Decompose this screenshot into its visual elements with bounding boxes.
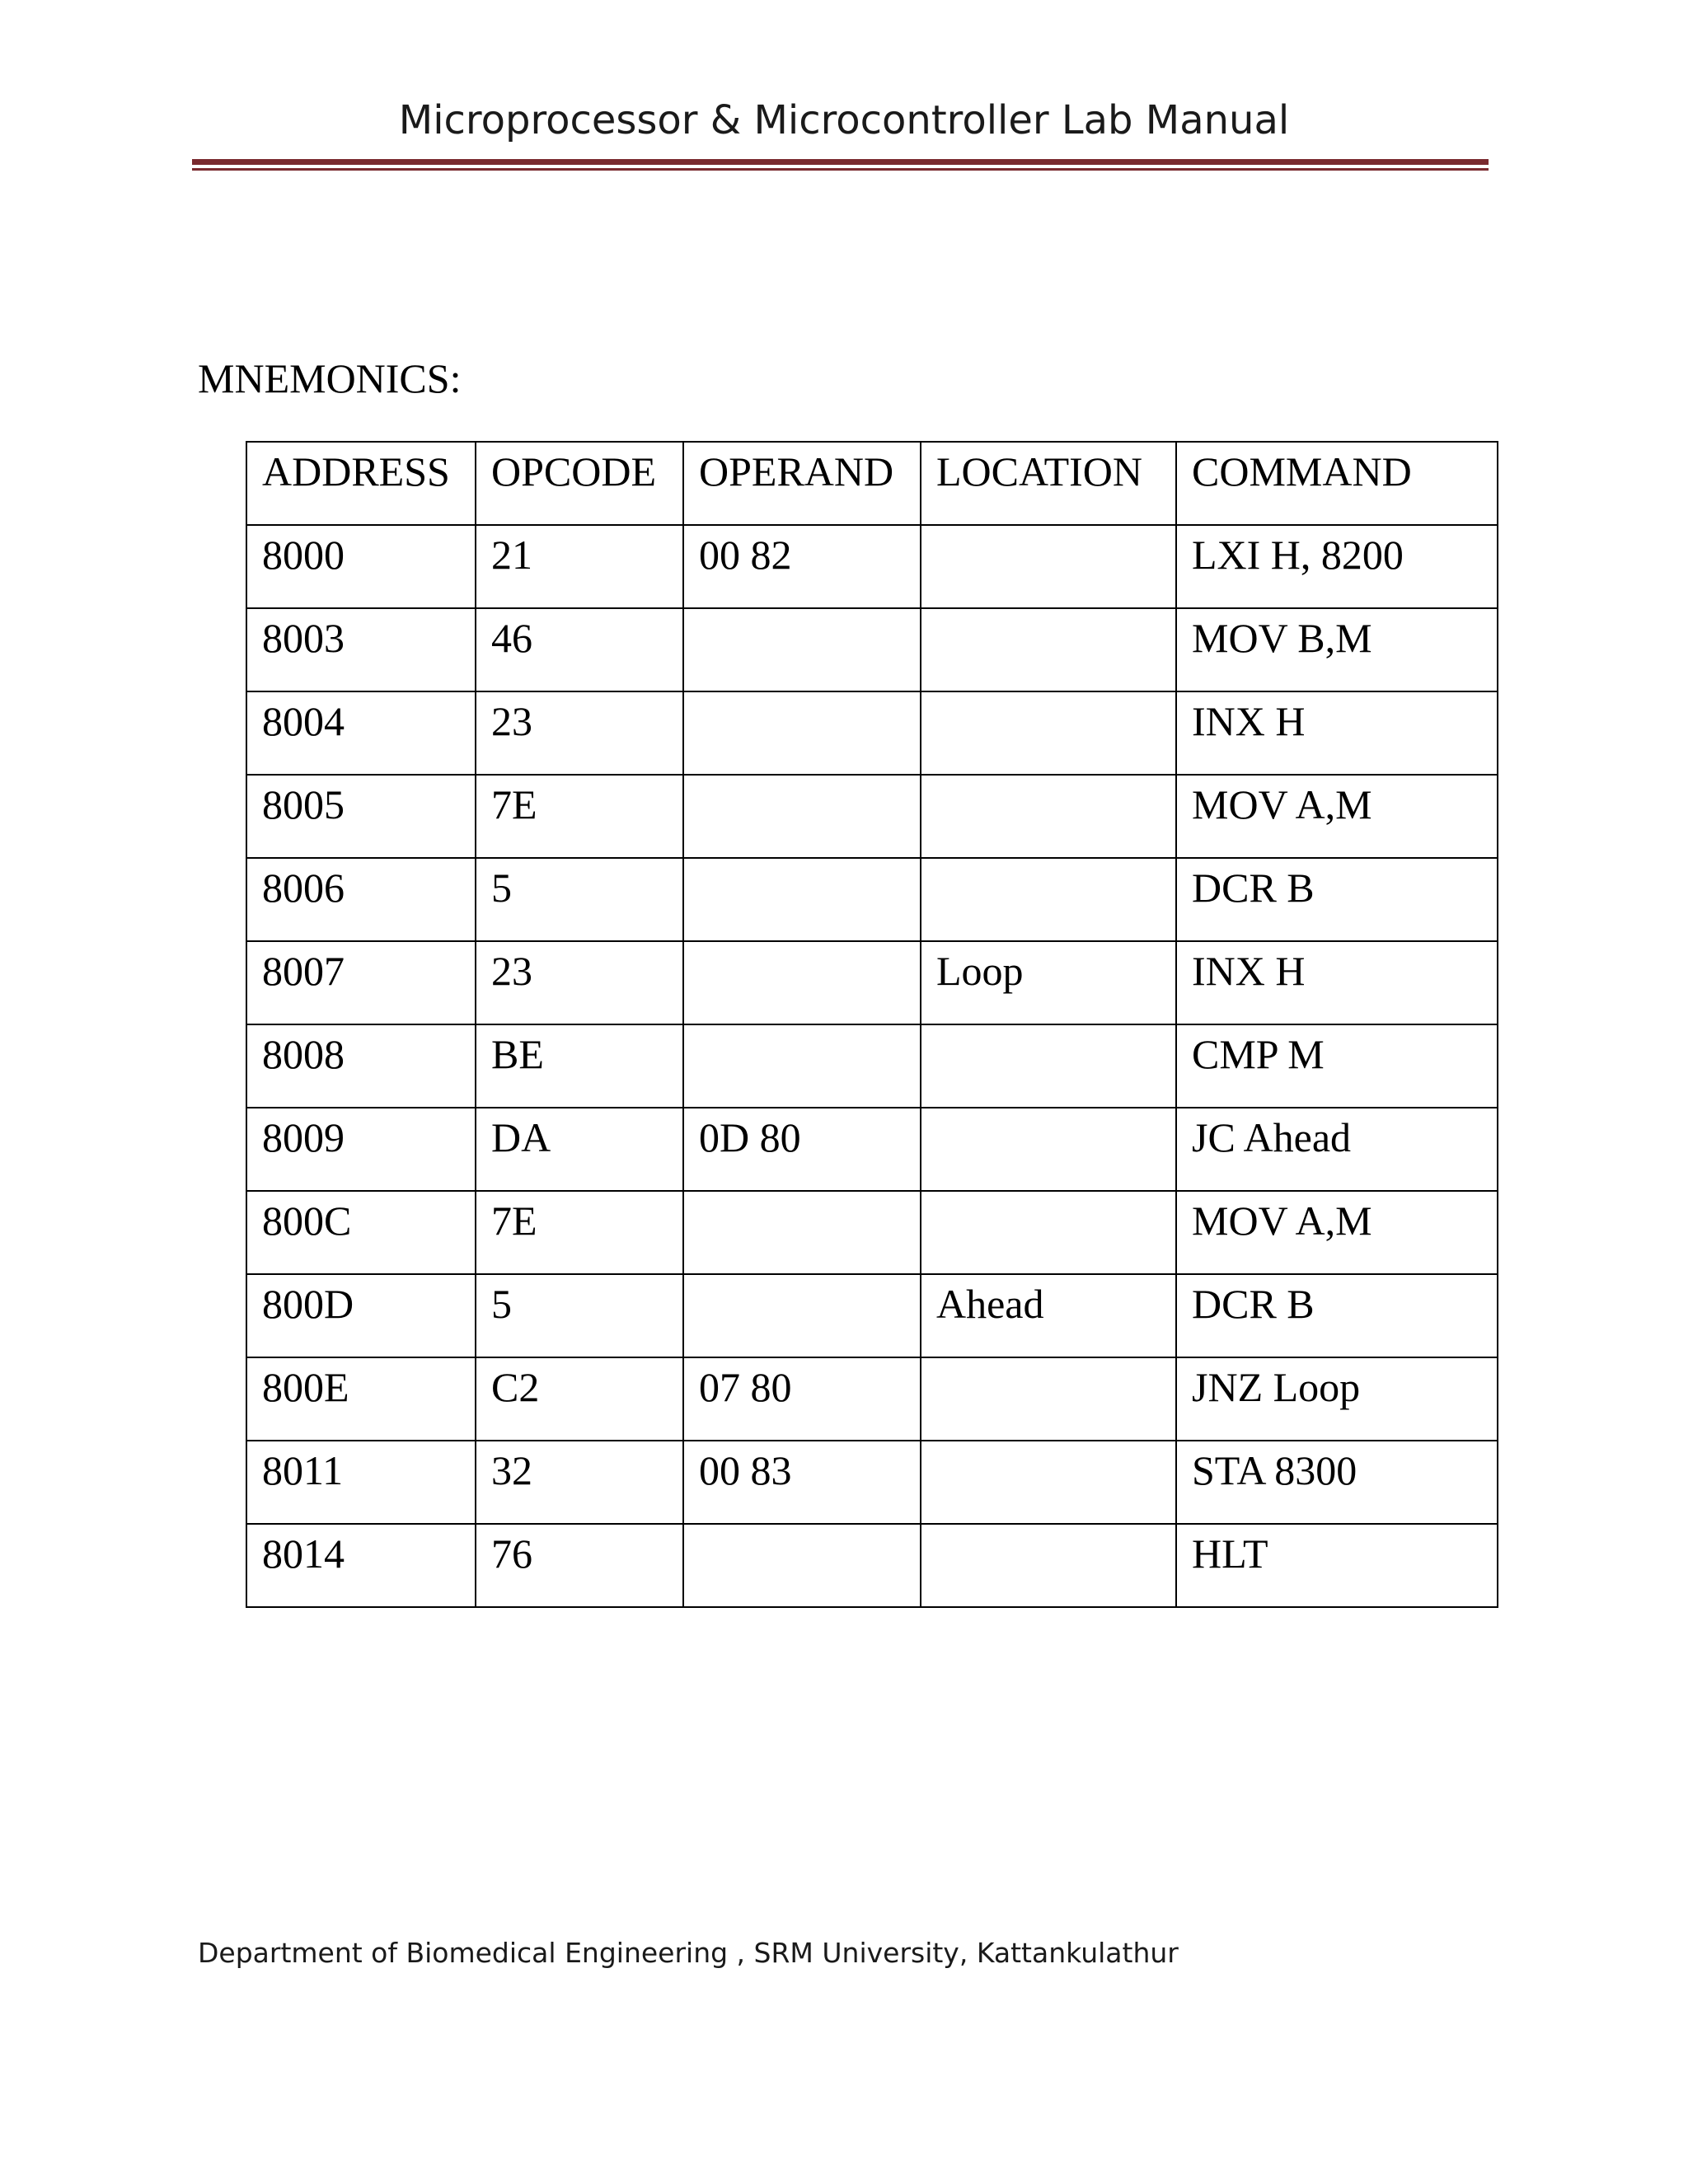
location-cell [921,608,1176,691]
operand-cell [683,691,921,775]
command-cell: MOV B,M [1176,608,1498,691]
address-cell: 8008 [246,1024,476,1108]
address-cell: 800D [246,1274,476,1357]
operand-cell [683,1191,921,1274]
address-cell: 800C [246,1191,476,1274]
table-row [246,775,1498,858]
operand-cell: 00 82 [683,525,921,608]
location-cell [921,525,1176,608]
operand-cell [683,858,921,941]
page-header-title: Microprocessor & Microcontroller Lab Manual [398,97,1290,143]
opcode-cell: 5 [476,1274,683,1357]
location-cell [921,1441,1176,1524]
table-row [246,941,1498,1024]
table-row [246,525,1498,608]
table-row [246,1274,1498,1357]
opcode-cell: 76 [476,1524,683,1607]
header-rule-thick [192,159,1489,165]
location-cell [921,1191,1176,1274]
location-cell: Loop [921,941,1176,1024]
operand-cell [683,775,921,858]
command-cell: JNZ Loop [1176,1357,1498,1441]
location-cell [921,1524,1176,1607]
table-header-row [246,442,1498,525]
address-cell: 8009 [246,1108,476,1191]
address-cell: 8004 [246,691,476,775]
column-header: LOCATION [921,442,1176,525]
opcode-cell: 7E [476,775,683,858]
operand-cell [683,1274,921,1357]
table-row [246,858,1498,941]
opcode-cell: 46 [476,608,683,691]
table-row [246,1191,1498,1274]
operand-cell [683,1024,921,1108]
address-cell: 8005 [246,775,476,858]
opcode-cell: C2 [476,1357,683,1441]
opcode-cell: BE [476,1024,683,1108]
location-cell: Ahead [921,1274,1176,1357]
location-cell [921,775,1176,858]
address-cell: 8014 [246,1524,476,1607]
operand-cell [683,1524,921,1607]
location-cell [921,691,1176,775]
column-header: OPERAND [683,442,921,525]
page-footer: Department of Biomedical Engineering , SRM University, Kattankulathur [198,1937,1179,1969]
location-cell [921,858,1176,941]
column-header: ADDRESS [246,442,476,525]
command-cell: HLT [1176,1524,1498,1607]
table-row [246,608,1498,691]
command-cell: INX H [1176,941,1498,1024]
opcode-cell: 23 [476,691,683,775]
operand-cell: 0D 80 [683,1108,921,1191]
location-cell [921,1108,1176,1191]
table-row [246,1524,1498,1607]
opcode-cell: 5 [476,858,683,941]
command-cell: MOV A,M [1176,1191,1498,1274]
command-cell: JC Ahead [1176,1108,1498,1191]
location-cell [921,1024,1176,1108]
operand-cell [683,941,921,1024]
opcode-cell: 32 [476,1441,683,1524]
address-cell: 800E [246,1357,476,1441]
table-row [246,691,1498,775]
address-cell: 8006 [246,858,476,941]
opcode-cell: DA [476,1108,683,1191]
command-cell: INX H [1176,691,1498,775]
command-cell: MOV A,M [1176,775,1498,858]
command-cell: DCR B [1176,858,1498,941]
command-cell: STA 8300 [1176,1441,1498,1524]
location-cell [921,1357,1176,1441]
operand-cell: 07 80 [683,1357,921,1441]
table-row [246,1024,1498,1108]
command-cell: LXI H, 8200 [1176,525,1498,608]
mnemonics-table [246,441,1498,1608]
address-cell: 8003 [246,608,476,691]
address-cell: 8011 [246,1441,476,1524]
opcode-cell: 7E [476,1191,683,1274]
table-row [246,1441,1498,1524]
header-rule-thin [192,168,1489,171]
opcode-cell: 23 [476,941,683,1024]
opcode-cell: 21 [476,525,683,608]
section-label: MNEMONICS: [198,355,462,401]
address-cell: 8007 [246,941,476,1024]
operand-cell: 00 83 [683,1441,921,1524]
operand-cell [683,608,921,691]
column-header: OPCODE [476,442,683,525]
command-cell: CMP M [1176,1024,1498,1108]
command-cell: DCR B [1176,1274,1498,1357]
table-row [246,1357,1498,1441]
table-row [246,1108,1498,1191]
column-header: COMMAND [1176,442,1498,525]
address-cell: 8000 [246,525,476,608]
